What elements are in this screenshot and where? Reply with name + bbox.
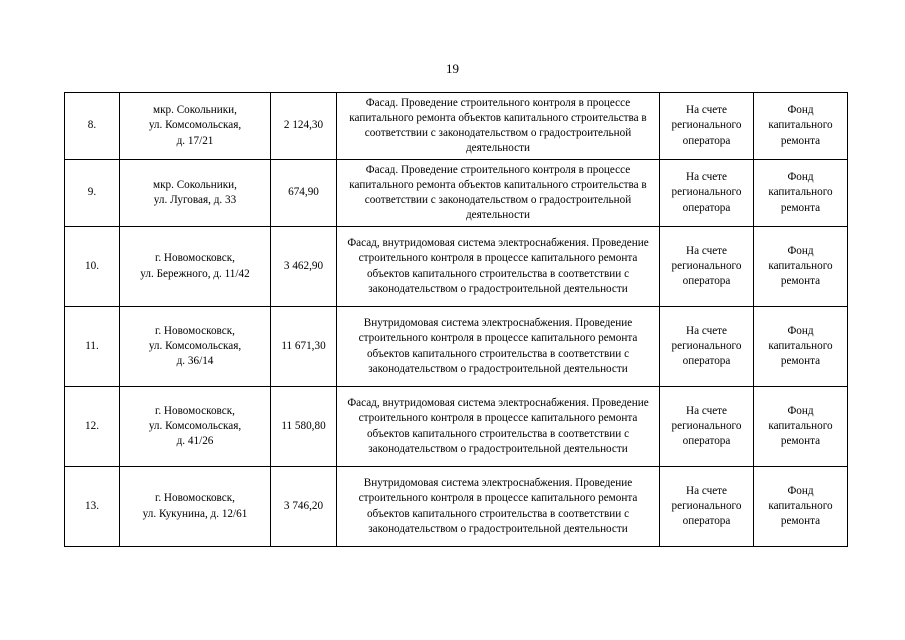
area-cell: 3 746,20 — [271, 467, 337, 547]
funding-source-cell: Фонд капитального ремонта — [754, 467, 848, 547]
row-number-cell: 8. — [65, 93, 120, 160]
work-type-cell: Фасад. Проведение строительного контроля в процессе капитального ремонта объектов капитального строительства в соответствии с законодательством о градостроительной деятельности — [337, 160, 660, 227]
address-line: д. 36/14 — [176, 355, 214, 368]
address-line: ул. Луговая, д. 33 — [153, 194, 237, 206]
work-type-cell: Внутридомовая система электроснабжения. Проведение строительного контроля в процессе капитального ремонта объектов капитального строительства в соответствии с законодательством о градостроительной деятельности — [337, 307, 660, 387]
account-cell: На счете регионального оператора — [660, 160, 754, 227]
address-cell — [120, 160, 271, 227]
address-line: ул. Кукунина, д. 12/61 — [142, 507, 248, 520]
address-line: д. 17/21 — [176, 134, 214, 147]
table-row — [65, 160, 848, 227]
address-cell — [120, 387, 271, 467]
row-number-cell: 11. — [65, 307, 120, 387]
row-number-cell: 9. — [65, 160, 120, 227]
address-line: г. Новомосковск, — [155, 324, 235, 337]
row-number-cell: 13. — [65, 467, 120, 547]
account-cell: На счете регионального оператора — [660, 387, 754, 467]
page-number: 19 — [446, 61, 459, 76]
table-row — [65, 93, 848, 160]
address-cell — [120, 467, 271, 547]
table-row — [65, 387, 848, 467]
area-cell: 11 671,30 — [271, 307, 337, 387]
table-row — [65, 227, 848, 307]
row-number-cell: 12. — [65, 387, 120, 467]
address-line: ул. Комсомольская, — [148, 419, 242, 432]
funding-source-cell: Фонд капитального ремонта — [754, 387, 848, 467]
work-type-cell: Внутридомовая система электроснабжения. Проведение строительного контроля в процессе капитального ремонта объектов капитального строительства в соответствии с законодательством о градостроительной деятельности — [337, 467, 660, 547]
account-cell: На счете регионального оператора — [660, 227, 754, 307]
row-number-cell: 10. — [65, 227, 120, 307]
address-line: г. Новомосковск, — [155, 404, 235, 417]
work-type-cell: Фасад. Проведение строительного контроля в процессе капитального ремонта объектов капитального строительства в соответствии с законодательством о градостроительной деятельности — [337, 93, 660, 160]
area-cell: 3 462,90 — [271, 227, 337, 307]
area-cell: 11 580,80 — [271, 387, 337, 467]
address-line: мкр. Сокольники, — [153, 104, 237, 117]
address-cell — [120, 307, 271, 387]
funding-source-cell: Фонд капитального ремонта — [754, 93, 848, 160]
account-cell: На счете регионального оператора — [660, 93, 754, 160]
table-row — [65, 307, 848, 387]
address-line: ул. Комсомольская, — [148, 119, 242, 132]
repair-program-table — [64, 92, 848, 547]
address-line: ул. Комсомольская, — [148, 339, 242, 352]
area-cell: 2 124,30 — [271, 93, 337, 160]
address-line: мкр. Сокольники, — [153, 178, 237, 191]
funding-source-cell: Фонд капитального ремонта — [754, 307, 848, 387]
funding-source-cell: Фонд капитального ремонта — [754, 160, 848, 227]
address-line: г. Новомосковск, — [155, 252, 235, 265]
area-cell: 674,90 — [271, 160, 337, 227]
table-row — [65, 467, 848, 547]
funding-source-cell: Фонд капитального ремонта — [754, 227, 848, 307]
address-line: д. 41/26 — [176, 435, 214, 448]
address-cell — [120, 227, 271, 307]
address-line: ул. Бережного, д. 11/42 — [140, 267, 250, 280]
account-cell: На счете регионального оператора — [660, 307, 754, 387]
work-type-cell: Фасад, внутридомовая система электроснабжения. Проведение строительного контроля в процессе капитального ремонта объектов капитального строительства в соответствии с законодательством о градостроительной деятельности — [337, 227, 660, 307]
account-cell: На счете регионального оператора — [660, 467, 754, 547]
address-cell — [120, 93, 271, 160]
address-line: г. Новомосковск, — [155, 492, 235, 505]
work-type-cell: Фасад, внутридомовая система электроснабжения. Проведение строительного контроля в процессе капитального ремонта объектов капитального строительства в соответствии с законодательством о градостроительной деятельности — [337, 387, 660, 467]
